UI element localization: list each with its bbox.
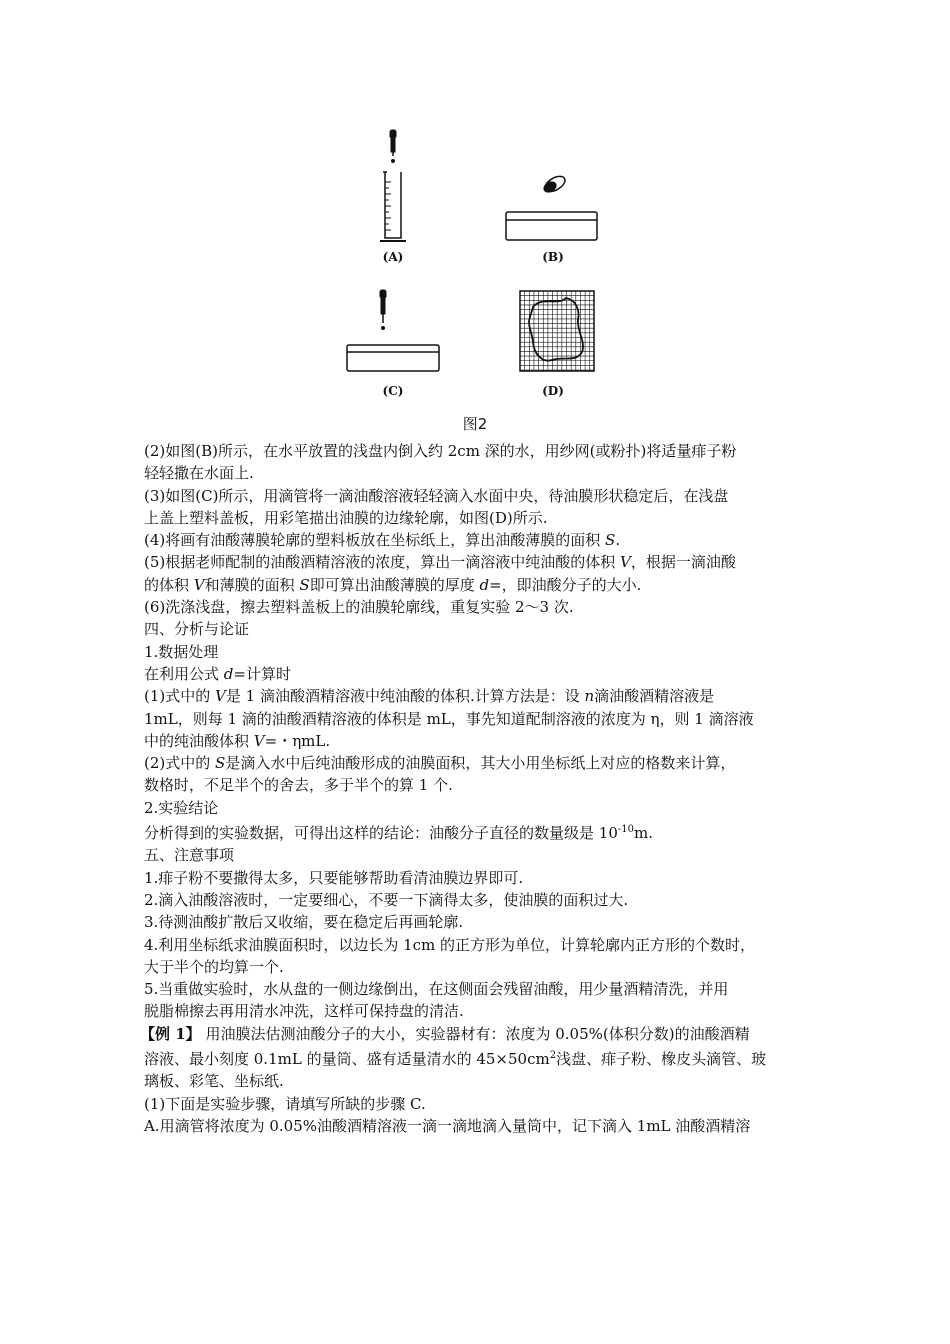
example-line-3: 璃板、彩笔、坐标纸.: [144, 1072, 284, 1091]
graduated-cylinder-icon: [380, 172, 406, 241]
example-step-a: A.用滴管将浓度为 0.05%油酸酒精溶液一滴一滴地滴入量筒中，记下滴入 1mL 油酸酒精溶: [144, 1116, 751, 1135]
label-b: (B): [542, 250, 564, 264]
note-2: 2.滴入油酸溶液时，一定要细心，不要一下滴得太多，使油膜的面积过大.: [144, 890, 629, 909]
label-d: (D): [542, 384, 564, 398]
para-1-line-2: 1mL，则每 1 滴的油酸酒精溶液的体积是 mL，事先知道配制溶液的浓度为 η，则 1 滴溶液: [144, 709, 754, 728]
para-2-line-2: 数格时，不足半个的舍去，多于半个的算 1 个.: [144, 776, 453, 795]
tray-c-icon: [347, 345, 439, 371]
conclusion-line: 分析得到的实验数据，可得出这样的结论：油酸分子直径的数量级是 $10^{-10}m$.: [144, 824, 653, 843]
example-line-2: 溶液、最小刻度 0.1mL 的量筒、盛有适量清水的 $45\times 50cm^2$浅盘、痱子粉、橡皮头滴管、玻: [144, 1050, 767, 1069]
figure-caption: 图2: [462, 415, 488, 433]
para-2-line-1: (2)式中的 S是滴入水中后纯油酸形成的油膜面积，其大小用坐标纸上对应的格数来计算，: [144, 754, 736, 773]
step-5-line-1: (5)根据老师配制的油酸酒精溶液的浓度，算出一滴溶液中纯油酸的体积 V，根据一滴油酸: [144, 553, 736, 572]
para-1-line-3: 中的纯油酸体积 V=・ηmL.: [144, 731, 331, 750]
step-4: (4)将画有油酸薄膜轮廓的塑料板放在坐标纸上，算出油酸薄膜的面积 S.: [144, 531, 621, 550]
note-4-line-1: 4.利用坐标纸求油膜面积时，以边长为 1cm 的正方形为单位，计算轮廓内正方形的个数时，: [144, 935, 756, 954]
powder-puff-icon: [541, 173, 567, 195]
dropper-c-icon: [380, 290, 386, 330]
step-3-line-1: (3)如图(C)所示，用滴管将一滴油酸溶液轻轻滴入水面中央，待油膜形状稳定后，在浅盘: [144, 486, 729, 505]
step-3-line-2: 上盖上塑料盖板，用彩笔描出油膜的边缘轮廓，如图(D)所示.: [144, 508, 548, 527]
figure-drawing: [330, 120, 630, 410]
example-question-1: (1)下面是实验步骤，请填写所缺的步骤 C.: [144, 1094, 426, 1113]
coordinate-grid-icon: [520, 291, 594, 371]
example-line-1: 【例 1】 用油膜法估测油酸分子的大小，实验器材有：浓度为 0.05%(体积分数)的油酸酒精: [140, 1024, 750, 1043]
step-5-line-2: 的体积 V和薄膜的面积 S即可算出油酸薄膜的厚度 d=，即油酸分子的大小.: [144, 575, 642, 594]
body-text: [140, 440, 816, 1137]
experiment-figure: [330, 120, 630, 410]
analysis-heading: 四、分析与论证: [144, 620, 250, 639]
note-5-line-1: 5.当重做实验时，水从盘的一侧边缘倒出，在这侧面会残留油酸，用少量酒精清洗，并用: [144, 980, 729, 999]
label-c: (C): [382, 384, 404, 398]
note-3: 3.待测油酸扩散后又收缩，要在稳定后再画轮廓.: [144, 913, 464, 932]
tray-b-icon: [506, 212, 597, 240]
note-4-line-2: 大于半个的均算一个.: [144, 957, 284, 976]
note-1: 1.痱子粉不要撒得太多，只要能够帮助看清油膜边界即可.: [144, 868, 524, 887]
formula-line: 在利用公式 d=计算时: [144, 664, 291, 683]
step-2-line-1: (2)如图(B)所示，在水平放置的浅盘内倒入约 2cm 深的水，用纱网(或粉扑)将适量痱子粉: [144, 442, 737, 460]
step-2-line-2: 轻轻撒在水面上.: [144, 464, 254, 483]
dropper-a-icon: [390, 130, 396, 163]
label-a: (A): [382, 250, 404, 264]
para-1-line-1: (1)式中的 V是 1 滴油酸酒精溶液中纯油酸的体积.计算方法是：设 n滴油酸酒精溶液是: [144, 687, 715, 706]
conclusion-heading: 2.实验结论: [144, 798, 219, 817]
data-processing-heading: 1.数据处理: [144, 642, 219, 661]
note-5-line-2: 脱脂棉擦去再用清水冲洗，这样可保持盘的清洁.: [144, 1002, 464, 1021]
notes-heading: 五、注意事项: [144, 846, 235, 865]
step-6: (6)洗涤浅盘，擦去塑料盖板上的油膜轮廓线，重复实验 2～3 次.: [144, 598, 574, 617]
